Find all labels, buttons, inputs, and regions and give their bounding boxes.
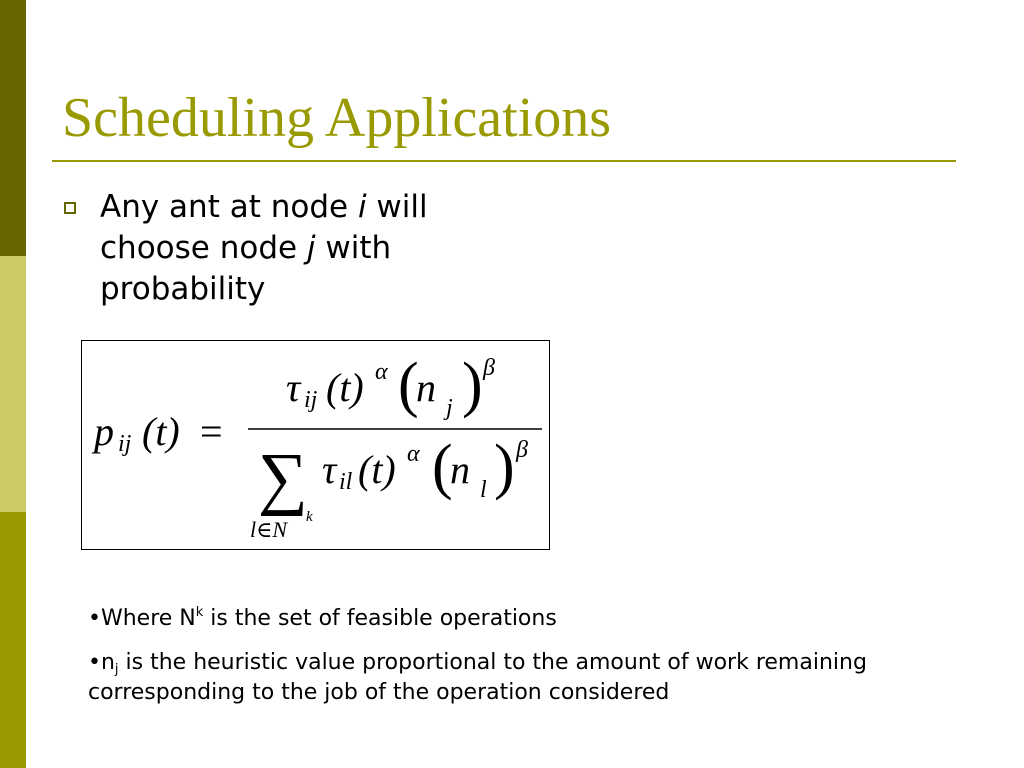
sidebar-segment-dark — [0, 0, 26, 256]
denominator-alpha: α — [407, 441, 420, 467]
numerator-beta: β — [483, 355, 495, 381]
numerator-close-paren: ) — [462, 351, 483, 419]
summation-icon: ∑ — [258, 440, 308, 517]
note1-superscript: k — [195, 605, 204, 620]
note1-suffix: is the set of feasible operations — [203, 606, 557, 631]
denominator-close-paren: ) — [494, 433, 515, 501]
numerator-tau: τ — [286, 365, 301, 410]
note-feasible-operations — [88, 604, 968, 634]
numerator-tau-subscript: ij — [304, 387, 318, 413]
lhs-argument: (t) — [142, 409, 180, 454]
note2-suffix: is the heuristic value proportional to the amount of work remaining corresponding to the job of the operation considered — [88, 650, 867, 705]
note2-subscript: j — [114, 662, 119, 677]
denominator-n: n — [450, 447, 470, 492]
bullet-text-part3: with probability — [100, 230, 392, 307]
numerator-open-paren: ( — [398, 351, 419, 419]
slide-title: Scheduling Applications — [62, 87, 612, 149]
numerator-alpha: α — [375, 359, 388, 385]
denominator-tau: τ — [322, 447, 337, 492]
summation-index: l∈N — [250, 517, 288, 542]
denominator-argument: (t) — [358, 447, 396, 492]
node-j-variable: j — [306, 230, 316, 266]
denominator-n-subscript: l — [480, 477, 487, 503]
numerator-n: n — [416, 365, 436, 410]
numerator-argument: (t) — [326, 365, 364, 410]
sidebar-segment-light — [0, 256, 26, 512]
notes-section — [88, 604, 968, 722]
summation-index-superscript: k — [306, 509, 313, 525]
denominator-open-paren: ( — [432, 433, 453, 501]
bullet-text-part1: Any ant at node — [100, 189, 358, 225]
sidebar-segment-mid — [0, 512, 26, 768]
bullet-text — [100, 187, 520, 310]
numerator-n-subscript: j — [446, 395, 453, 421]
bullet-text-part2: will choose node — [100, 189, 428, 266]
note-heuristic-value — [88, 648, 968, 708]
denominator-tau-subscript: il — [339, 469, 353, 495]
note2-prefix: •n — [88, 650, 115, 675]
lhs-p: p — [94, 409, 114, 454]
equals-sign: = — [200, 409, 223, 454]
probability-formula — [81, 340, 550, 550]
sidebar-decoration — [0, 0, 26, 768]
node-i-variable: i — [357, 189, 367, 225]
square-bullet-icon — [64, 202, 76, 214]
note1-prefix: •Where N — [88, 606, 196, 631]
title-underline — [52, 160, 956, 162]
formula-svg — [82, 341, 551, 551]
denominator-beta: β — [516, 437, 528, 463]
lhs-subscript: ij — [118, 431, 132, 457]
